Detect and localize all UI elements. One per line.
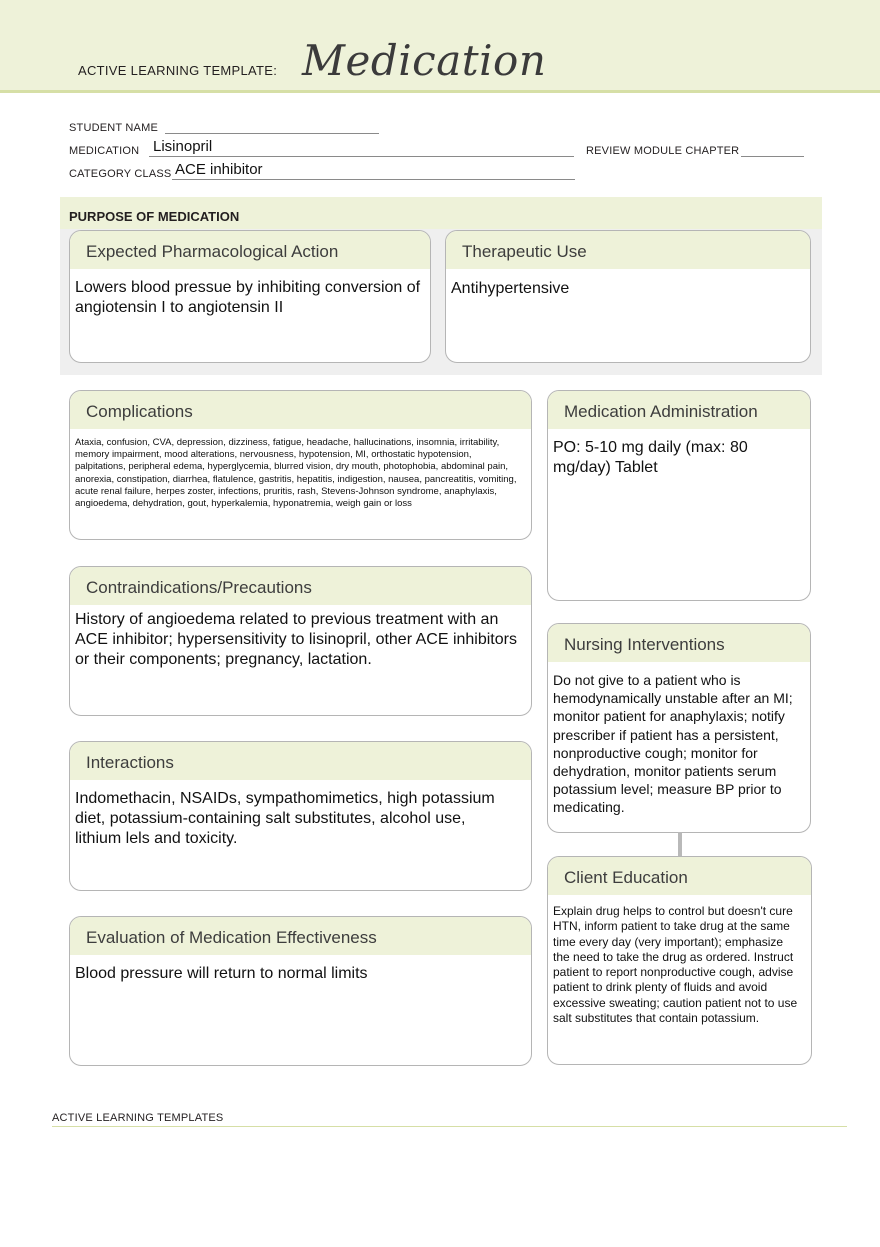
page-title: Medication — [302, 36, 547, 85]
medication-label: MEDICATION — [69, 145, 140, 157]
category-class-field[interactable]: ACE inhibitor — [175, 161, 263, 178]
contraindications-text[interactable]: History of angioedema related to previous treatment with an ACE inhibitor; hypersensitivity to lisinopril, other ACE inhibitors or their components; pregnancy, lactation. — [75, 611, 517, 668]
template-label: ACTIVE LEARNING TEMPLATE: — [78, 63, 278, 78]
therapeutic-use-card — [445, 230, 811, 363]
complications-card — [69, 390, 532, 540]
header-divider — [0, 90, 880, 93]
footer-divider — [52, 1126, 847, 1127]
interactions-text[interactable]: Indomethacin, NSAIDs, sympathomimetics, high potassium diet, potassium-containing salt substitutes, alcohol use, lithium lels and toxicity. — [75, 790, 495, 847]
category-class-line — [172, 179, 575, 180]
therapeutic-use-title: Therapeutic Use — [446, 231, 810, 269]
interactions-title: Interactions — [70, 742, 531, 780]
medication-field[interactable]: Lisinopril — [153, 138, 213, 155]
pharm-action-title: Expected Pharmacological Action — [70, 231, 430, 269]
footer-label: ACTIVE LEARNING TEMPLATES — [52, 1112, 224, 1124]
connector-line — [678, 832, 682, 856]
student-name-line — [165, 133, 379, 134]
student-name-label: STUDENT NAME — [69, 122, 158, 134]
client-education-title: Client Education — [548, 857, 811, 895]
complications-text[interactable]: Ataxia, confusion, CVA, depression, dizziness, fatigue, headache, hallucinations, insomnia, irritability, memory impairment, mood alterations, nervousness, hypotension, MI, orthostatic hypotension, palpitations, peripheral edema, hyperglycemia, blurred vision, dry mouth, photophobia, abdominal pain, anorexia, constipation, diarrhea, flatulence, gastritis, hepatitis, indigestion, nausea, pancreatitis, vomiting, acute renal failure, herpes zoster, infections, pruritis, rash, Stevens-Johnson syndrome, anaphylaxis, angioedema, dehydration, gout, hyperkalemia, hyponatremia, weigh gain or loss — [75, 437, 517, 510]
therapeutic-use-text[interactable]: Antihypertensive — [451, 280, 570, 297]
administration-title: Medication Administration — [548, 391, 810, 429]
review-module-label: REVIEW MODULE CHAPTER — [586, 145, 740, 157]
contraindications-title: Contraindications/Precautions — [70, 567, 531, 605]
pharm-action-card — [69, 230, 431, 363]
evaluation-card — [69, 916, 532, 1066]
interactions-card — [69, 741, 532, 891]
nursing-card — [547, 623, 811, 833]
evaluation-text[interactable]: Blood pressure will return to normal limits — [75, 965, 368, 982]
client-education-card — [547, 856, 812, 1065]
medication-line — [149, 156, 574, 157]
contraindications-card — [69, 566, 532, 716]
category-class-label: CATEGORY CLASS — [69, 168, 172, 180]
nursing-title: Nursing Interventions — [548, 624, 810, 662]
complications-title: Complications — [70, 391, 531, 429]
administration-text[interactable]: PO: 5-10 mg daily (max: 80 mg/day) Tablet — [553, 439, 748, 476]
review-module-line — [741, 156, 804, 157]
nursing-text[interactable]: Do not give to a patient who is hemodynamically unstable after an MI; monitor patient for anaphylaxis; notify prescriber if patient has a persistent, nonproductive cough; monitor for dehydration, monitor patients serum potassium level; measure BP prior to medicating. — [553, 672, 793, 816]
administration-card — [547, 390, 811, 601]
evaluation-title: Evaluation of Medication Effectiveness — [70, 917, 531, 955]
pharm-action-text[interactable]: Lowers blood pressue by inhibiting conversion of angiotensin I to angiotensin II — [75, 279, 421, 316]
purpose-title: PURPOSE OF MEDICATION — [69, 209, 240, 224]
client-education-text[interactable]: Explain drug helps to control but doesn't cure HTN, inform patient to take drug at the same time every day (very important); emphasize the need to take the drug as ordered. Instruct patient to report nonproductive cough, advise patient to drink plenty of fluids and avoid excessive sweating; caution patient not to use salt substitutes that contain potassium. — [553, 904, 798, 1026]
